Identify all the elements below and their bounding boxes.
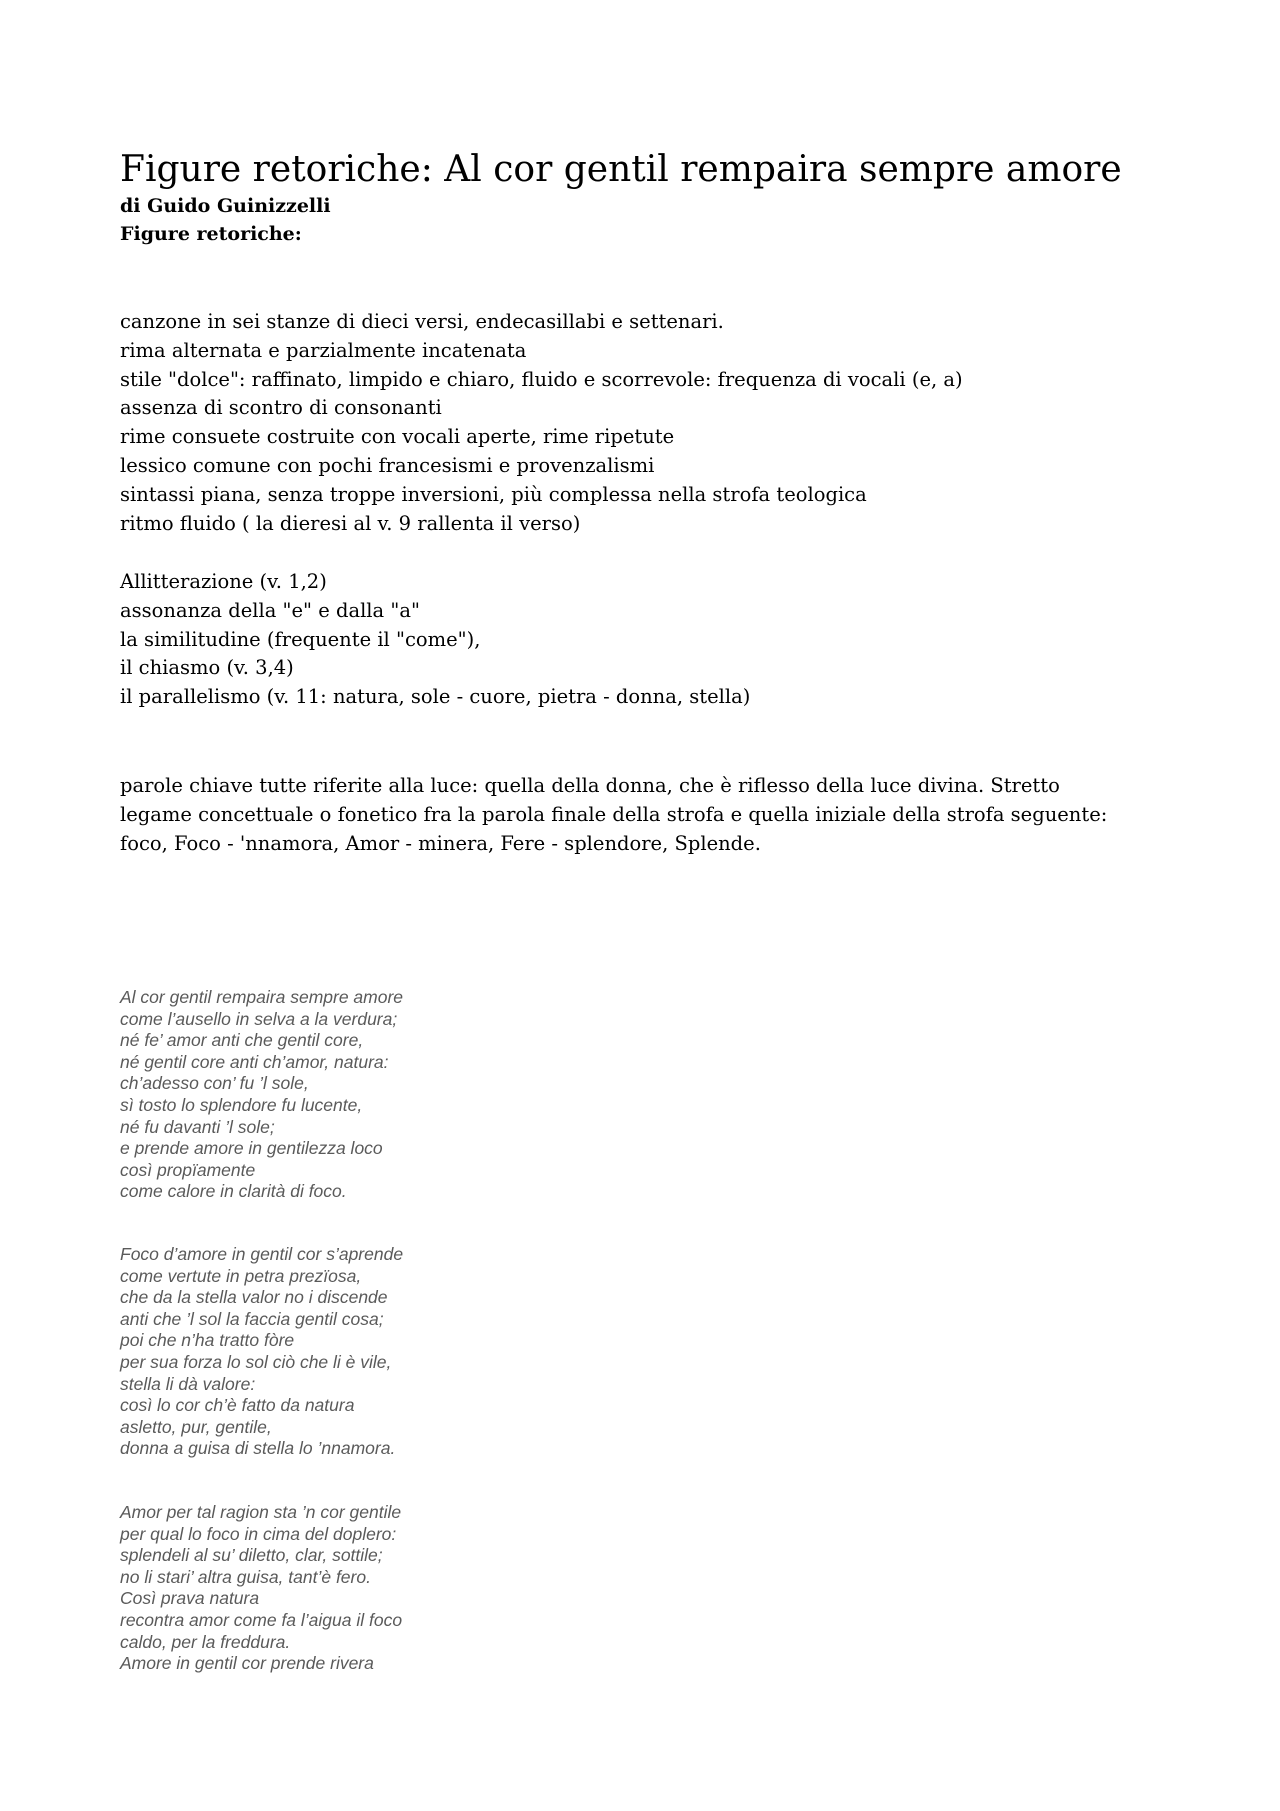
list-item: assenza di scontro di consonanti: [120, 396, 442, 420]
poem-verse: no li stari’ altra guisa, tant’è fero.: [120, 1566, 371, 1587]
list-item: stile "dolce": raffinato, limpido e chiaro, fluido e scorrevole: frequenza di vocali (e, a): [120, 367, 963, 391]
document-title: Figure retoriche: Al cor gentil rempaira sempre amore: [120, 149, 1122, 190]
poem-verse: né fe’ amor anti che gentil core,: [120, 1030, 364, 1051]
poem-verse: così lo cor ch’è fatto da natura: [120, 1395, 355, 1416]
poem-verse: splendeli al su’ diletto, clar, sottile;: [120, 1545, 383, 1566]
poem-verse: Amore in gentil cor prende rivera: [120, 1653, 374, 1674]
features-list: [120, 308, 963, 538]
poem-verse: ch’adesso con’ fu ’l sole,: [120, 1073, 309, 1094]
poem-verse: recontra amor come fa l’aigua il foco: [120, 1609, 403, 1630]
poem-verse: donna a guisa di stella lo ’nnamora.: [120, 1438, 396, 1459]
list-item: assonanza della "e" e dalla "a": [120, 598, 420, 622]
list-item: Allitterazione (v. 1,2): [120, 570, 327, 593]
poem-verse: asletto, pur, gentile,: [120, 1416, 272, 1437]
list-item: la similitudine (frequente il "come"),: [120, 627, 481, 651]
poem-stanza-2: [120, 1244, 403, 1460]
poem-verse: caldo, per la freddura.: [120, 1631, 291, 1652]
list-item: canzone in sei stanze di dieci versi, endecasillabi e settenari.: [120, 310, 724, 333]
list-item: lessico comune con pochi francesismi e provenzalismi: [120, 453, 655, 477]
keywords-paragraph: parole chiave tutte riferite alla luce: quella della donna, che è riflesso della luce divina. Stretto legame concettuale o fonetico fra la parola finale della strofa e quella iniziale della strofa seguente: foco, Foco - 'nnamora, Amor - minera, Fere - splendore, Splende.: [120, 774, 1108, 855]
poem-verse: poi che n’ha tratto fòre: [120, 1330, 295, 1351]
poem-verse: Così prava natura: [120, 1588, 260, 1609]
list-item: rima alternata e parzialmente incatenata: [120, 338, 527, 362]
list-item: sintassi piana, senza troppe inversioni, più complessa nella strofa teologica: [120, 482, 867, 506]
list-item: il parallelismo (v. 11: natura, sole - cuore, pietra - donna, stella): [120, 685, 751, 709]
poem-verse: come l’ausello in selva a la verdura;: [120, 1008, 398, 1029]
poem-verse: che da la stella valor no i discende: [120, 1287, 388, 1308]
poem-verse: per sua forza lo sol ciò che li è vile,: [120, 1351, 392, 1372]
rhetorical-figures-list: [120, 568, 750, 712]
poem-verse: per qual lo foco in cima del doplero:: [120, 1523, 397, 1544]
list-item: ritmo fluido ( la dieresi al v. 9 rallenta il verso): [120, 511, 581, 535]
poem-verse: Al cor gentil rempaira sempre amore: [120, 987, 404, 1007]
poem-verse: come calore in clarità di foco.: [120, 1181, 347, 1202]
list-item: rime consuete costruite con vocali aperte, rime ripetute: [120, 425, 675, 449]
poem-stanza-3: [120, 1502, 402, 1675]
poem-verse: Foco d’amore in gentil cor s’aprende: [120, 1244, 404, 1264]
author-line: di Guido Guinizzelli: [120, 195, 331, 217]
poem-verse: e prende amore in gentilezza loco: [120, 1138, 383, 1159]
poem-verse: sì tosto lo splendore fu lucente,: [120, 1094, 363, 1115]
poem-verse: così propïamente: [120, 1159, 256, 1180]
figures-heading: Figure retoriche:: [120, 223, 302, 245]
poem-verse: anti che ’l sol la faccia gentil cosa;: [120, 1308, 384, 1329]
list-item: il chiasmo (v. 3,4): [120, 656, 294, 680]
poem-stanza-1: [120, 987, 403, 1203]
poem-verse: né fu davanti ’l sole;: [120, 1116, 275, 1137]
poem-verse: come vertute in petra prezïosa,: [120, 1265, 362, 1286]
poem-verse: Amor per tal ragion sta ’n cor gentile: [120, 1502, 402, 1522]
poem-verse: stella li dà valore:: [120, 1373, 256, 1394]
poem-verse: né gentil core anti ch’amor, natura:: [120, 1051, 389, 1072]
